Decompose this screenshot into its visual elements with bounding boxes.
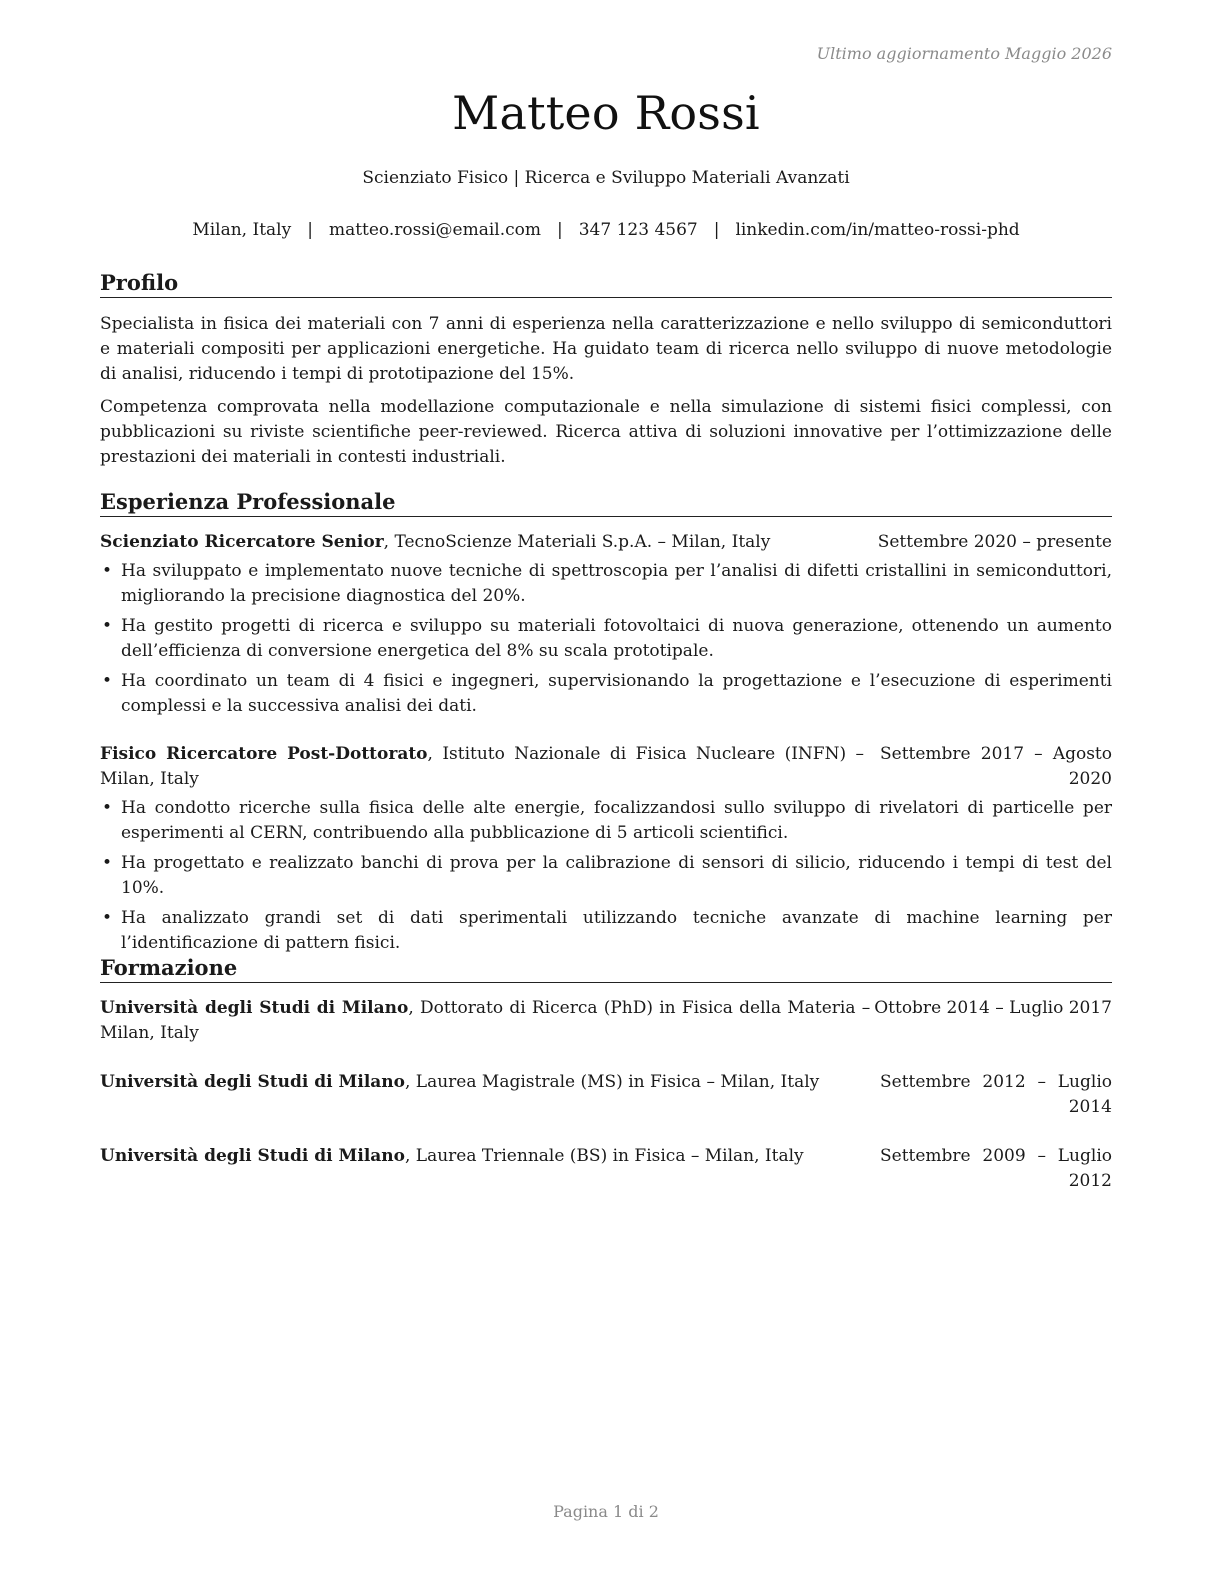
education-dates: Ottobre 2014 – Luglio 2017 (874, 998, 1112, 1018)
education-dates: Settembre 2009 – Luglio 2012 (880, 1146, 1112, 1191)
job-dates: Settembre 2017 – Agosto 2020 (880, 744, 1112, 789)
experience-entry-header (100, 742, 1112, 792)
job-bullet: • Ha condotto ricerche sulla fisica delle alte energie, focalizzandosi sullo sviluppo di rivelatori di particelle per esperimenti al CERN, contribuendo alla pubblicazione di 5 articoli scientifici. (100, 796, 1112, 846)
profile-paragraph: Specialista in fisica dei materiali con 7 anni di esperienza nella caratterizzazione e nello sviluppo di semiconduttori e materiali compositi per applicazioni energetiche. Ha guidato team di ricerca nello sviluppo di nuove metodologie di analisi, riducendo i tempi di prototipazione del 15%. (100, 314, 1112, 384)
education-entry (100, 996, 1112, 1046)
experience-entry (100, 742, 1112, 956)
last-updated-note: Ultimo aggiornamento Maggio 2026 (816, 44, 1112, 63)
resume-page (100, 0, 1112, 1584)
school-name: Università degli Studi di Milano (100, 998, 409, 1018)
experience-entry-title (100, 742, 864, 792)
job-bullets (100, 796, 1112, 956)
degree-name: , Laurea Magistrale (MS) in Fisica – Milan, Italy (405, 1072, 820, 1092)
degree-name: , Dottorato di Ricerca (PhD) in Fisica della Materia – Milan, Italy (100, 998, 871, 1043)
education-entry (100, 1070, 1112, 1120)
experience-entry-title (100, 530, 862, 555)
job-bullet: • Ha analizzato grandi set di dati sperimentali utilizzando tecniche avanzate di machine learning per l’identificazione di pattern fisici. (100, 906, 1112, 956)
job-bullet: • Ha coordinato un team di 4 fisici e ingegneri, supervisionando la progettazione e l’esecuzione di esperimenti complessi e la successiva analisi dei dati. (100, 669, 1112, 719)
job-role: Scienziato Ricercatore Senior (100, 532, 384, 552)
education-section (100, 955, 1112, 1194)
contact-separator: | (307, 220, 313, 240)
profile-section (100, 270, 1112, 470)
education-entry-title (100, 996, 870, 1046)
candidate-subtitle: Scienziato Fisico | Ricerca e Sviluppo Materiali Avanzati (362, 168, 850, 188)
job-organization: , TecnoScienze Materiali S.p.A. – Milan, Italy (383, 532, 771, 552)
contact-separator: | (713, 220, 720, 240)
contact-line (100, 220, 1112, 240)
contact-separator: | (557, 220, 563, 240)
experience-entry (100, 530, 1112, 719)
contact-linkedin[interactable]: linkedin.com/in/matteo-rossi-phd (735, 220, 1020, 240)
experience-section (100, 489, 1112, 956)
school-name: Università degli Studi di Milano (100, 1146, 405, 1166)
education-entry (100, 1144, 1112, 1194)
education-heading: Formazione (100, 955, 1112, 983)
job-bullet: • Ha sviluppato e implementato nuove tecniche di spettroscopia per l’analisi di difetti cristallini in semiconduttori, migliorando la precisione diagnostica del 20%. (100, 559, 1112, 609)
contact-email[interactable]: matteo.rossi@email.com (328, 220, 541, 240)
profile-heading: Profilo (100, 270, 1112, 298)
candidate-name: Matteo Rossi (452, 86, 760, 140)
job-bullet: • Ha progettato e realizzato banchi di prova per la calibrazione di sensori di silicio, riducendo i tempi di test del 10%. (100, 851, 1112, 901)
experience-heading: Esperienza Professionale (100, 489, 1112, 517)
job-bullet: • Ha gestito progetti di ricerca e sviluppo su materiali fotovoltaici di nuova generazione, ottenendo un aumento dell’efficienza di conversione energetica del 8% su scala prototipale. (100, 614, 1112, 664)
contact-location: Milan, Italy (192, 220, 292, 240)
job-dates: Settembre 2020 – presente (877, 532, 1112, 552)
education-dates: Settembre 2012 – Luglio 2014 (880, 1072, 1112, 1117)
job-organization: , Istituto Nazionale di Fisica Nucleare (INFN) – Milan, Italy (100, 744, 864, 789)
degree-name: , Laurea Triennale (BS) in Fisica – Milan, Italy (405, 1146, 804, 1166)
profile-paragraph: Competenza comprovata nella modellazione computazionale e nella simulazione di sistemi fisici complessi, con pubblicazioni su riviste scientifiche peer-reviewed. Ricerca attiva di soluzioni innovative per l’ottimizzazione delle prestazioni dei materiali in contesti industriali. (100, 397, 1112, 467)
experience-entry-header (100, 530, 1112, 555)
education-entry-title (100, 1070, 864, 1095)
page-number: Pagina 1 di 2 (553, 1502, 659, 1521)
job-role: Fisico Ricercatore Post-Dottorato (100, 744, 428, 764)
education-entry-title (100, 1144, 864, 1169)
contact-phone[interactable]: 347 123 4567 (578, 220, 698, 240)
school-name: Università degli Studi di Milano (100, 1072, 405, 1092)
job-bullets (100, 559, 1112, 719)
